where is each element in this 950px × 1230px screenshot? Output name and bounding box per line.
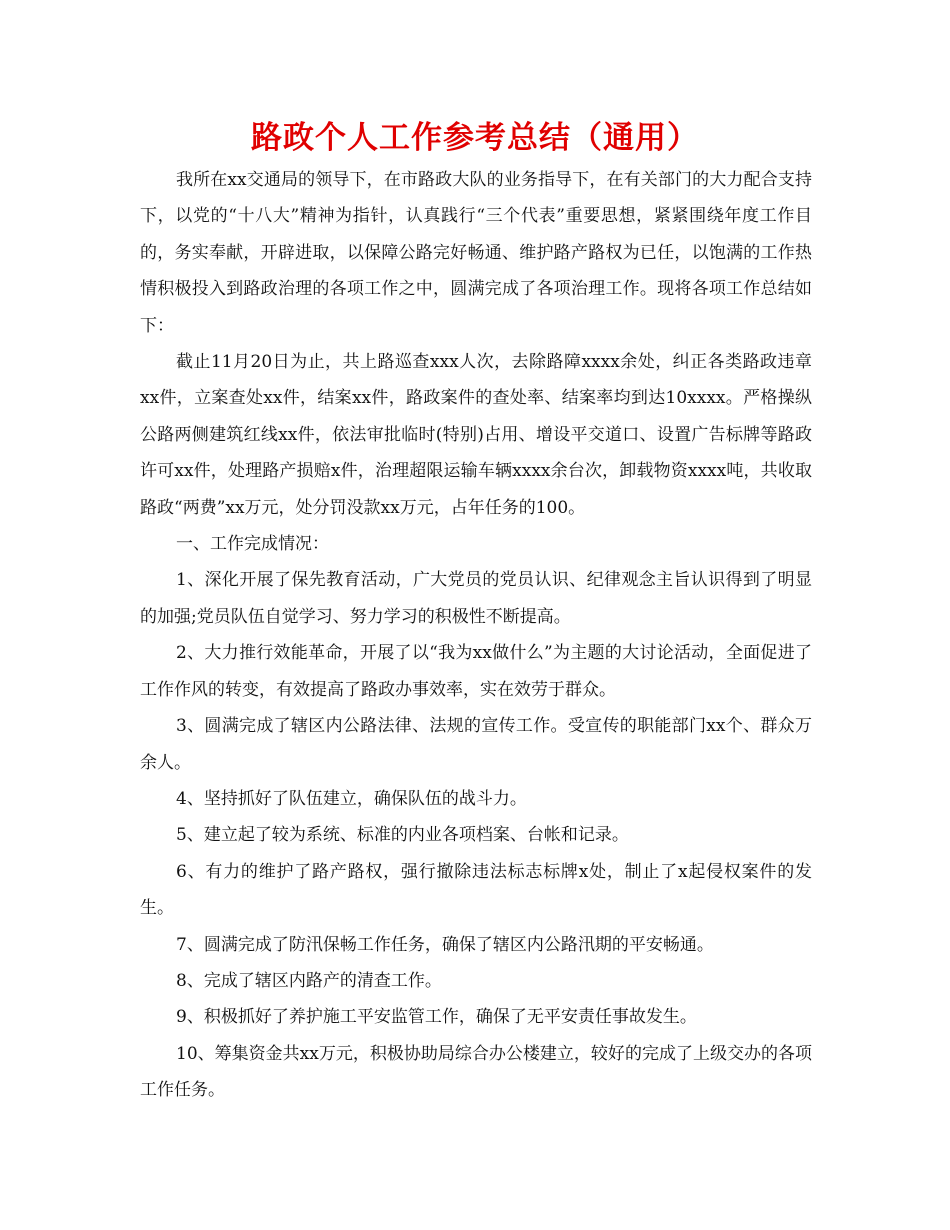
list-item: 8、完成了辖区内路产的清查工作。 — [176, 970, 442, 991]
document-body — [140, 162, 812, 1109]
list-item: 6、有力的维护了路产路权，强行撤除违法标志标牌x处，制止了x起侵权案件的发生。 — [140, 861, 812, 919]
list-item: 5、建立起了较为系统、标准的内业各项档案、台帐和记录。 — [176, 825, 629, 846]
list-item: 10、筹集资金共xx万元，积极协助局综合办公楼建立，较好的完成了上级交办的各项工作任务。 — [140, 1043, 812, 1101]
document-title: 路政个人工作参考总结（通用） — [251, 120, 699, 156]
list-item: 2、大力推行效能革命，开展了以“我为xx做什么”为主题的大讨论活动，全面促进了工作作风的转变，有效提高了路政办事效率，实在效劳于群众。 — [140, 643, 812, 700]
paragraph-intro: 我所在xx交通局的领导下，在市路政大队的业务指导下，在有关部门的大力配合支持下，以党的“十八大”精神为指针，认真践行“三个代表”重要思想，紧紧围绕年度工作目的，务实奉献，开辟进取，以保障公路完好畅通、维护路产路权为已任，以饱满的工作热情积极投入到路政治理的各项工作之中，圆满完成了各项治理工作。现将各项工作总结如下： — [140, 170, 812, 336]
paragraph-statistics: 截止11月20日为止，共上路巡查xxx人次，去除路障xxxx余处，纠正各类路政违章xx件，立案查处xx件，结案xx件，路政案件的查处率、结案率均到达10xxxx。严格操纵公路两侧建筑红线xx件，依法审批临时(特别)占用、增设平交道口、设置广告标牌等路政许可xx件，处理路产损赔x件，治理超限运输车辆xxxx余台次，卸载物资xxxx吨，共收取路政“两费”xx万元，处分罚没款xx万元，占年任务的100。 — [140, 352, 812, 518]
section-heading: 一、工作完成情况： — [176, 534, 329, 555]
list-item: 4、坚持抓好了队伍建立，确保队伍的战斗力。 — [176, 788, 527, 809]
list-item: 1、深化开展了保先教育活动，广大党员的党员认识、纪律观念主旨认识得到了明显的加强;党员队伍自觉学习、努力学习的积极性不断提高。 — [140, 570, 812, 627]
list-item: 9、积极抓好了养护施工平安监管工作，确保了无平安责任事故发生。 — [176, 1007, 697, 1028]
list-item: 3、圆满完成了辖区内公路法律、法规的宣传工作。受宣传的职能部门xx个、群众万余人。 — [140, 716, 812, 773]
list-item: 7、圆满完成了防汛保畅工作任务，确保了辖区内公路汛期的平安畅通。 — [176, 934, 714, 955]
